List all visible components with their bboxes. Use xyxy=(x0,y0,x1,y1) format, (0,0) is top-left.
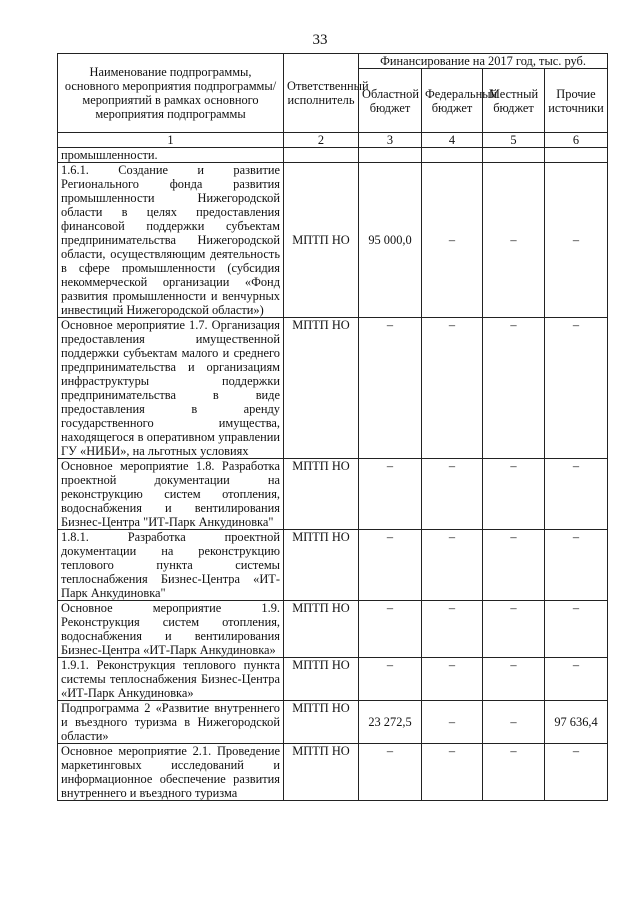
row-federal xyxy=(422,148,483,163)
row-responsible: МПТП НО xyxy=(284,744,359,801)
row-name: Основное мероприятие 1.7. Организация предоставления имущественной поддержки субъектам малого и среднего предпринимательства и организациям инфраструктуры поддержки предпринимательства в виде предоставления в аренду государственного имущества, находящегося в оперативном управлении ГУ «НИБИ», на льготных условиях xyxy=(58,318,284,459)
row-federal: – xyxy=(422,744,483,801)
row-federal: – xyxy=(422,601,483,658)
row-responsible: МПТП НО xyxy=(284,318,359,459)
row-name: 1.9.1. Реконструкция теплового пункта системы теплоснабжения Бизнес-Центра «ИТ-Парк Анкудиновка» xyxy=(58,658,284,701)
row-name: Основное мероприятие 1.9. Реконструкция систем отопления, водоснабжения и вентилирования Бизнес-Центра «ИТ-Парк Анкудиновка» xyxy=(58,601,284,658)
row-local xyxy=(483,148,545,163)
row-federal: – xyxy=(422,530,483,601)
row-regional: 95 000,0 xyxy=(359,163,422,318)
table-row xyxy=(58,530,608,601)
row-regional: 23 272,5 xyxy=(359,701,422,744)
row-name: 1.6.1. Создание и развитие Регионального фонда развития промышленности Нижегородской области в целях предоставления финансовой поддержки субъектам предпринимательства Нижегородской области, осуществляющим деятельность в сфере промышленности (субсидия некоммерческой организации «Фонд развития промышленности и венчурных инвестиций Нижегородской области») xyxy=(58,163,284,318)
row-federal: – xyxy=(422,658,483,701)
col-number: 1 xyxy=(58,133,284,148)
row-other: – xyxy=(545,744,608,801)
row-name: Основное мероприятие 2.1. Проведение маркетинговых исследований и информационное обеспечение развития внутреннего и въездного туризма xyxy=(58,744,284,801)
row-regional: – xyxy=(359,744,422,801)
col-number: 2 xyxy=(284,133,359,148)
row-other: – xyxy=(545,318,608,459)
row-responsible: МПТП НО xyxy=(284,459,359,530)
row-name: Основное мероприятие 1.8. Разработка проектной документации на реконструкцию систем отопления, водоснабжения и вентилирования Бизнес-Центра "ИТ-Парк Анкудиновка" xyxy=(58,459,284,530)
row-local: – xyxy=(483,318,545,459)
table-row xyxy=(58,701,608,744)
table-row xyxy=(58,601,608,658)
row-local: – xyxy=(483,658,545,701)
row-local: – xyxy=(483,163,545,318)
header-financing: Финансирование на 2017 год, тыс. руб. xyxy=(359,54,608,69)
row-other: – xyxy=(545,459,608,530)
column-numbers-row xyxy=(58,133,608,148)
row-other xyxy=(545,148,608,163)
header-name: Наименование подпрограммы, основного мероприятия подпрограммы/мероприятий в рамках основного мероприятия подпрограммы xyxy=(58,54,284,133)
row-local: – xyxy=(483,459,545,530)
table-row xyxy=(58,744,608,801)
col-number: 5 xyxy=(483,133,545,148)
row-local: – xyxy=(483,744,545,801)
header-local: Местный бюджет xyxy=(483,69,545,133)
row-federal: – xyxy=(422,318,483,459)
row-other: – xyxy=(545,658,608,701)
header-responsible: Ответственный исполнитель xyxy=(284,54,359,133)
row-responsible: МПТП НО xyxy=(284,658,359,701)
row-other: – xyxy=(545,163,608,318)
table-row xyxy=(58,163,608,318)
row-responsible xyxy=(284,148,359,163)
header-regional: Областной бюджет xyxy=(359,69,422,133)
row-responsible: МПТП НО xyxy=(284,601,359,658)
table-row xyxy=(58,658,608,701)
row-regional: – xyxy=(359,459,422,530)
row-responsible: МПТП НО xyxy=(284,701,359,744)
row-responsible: МПТП НО xyxy=(284,163,359,318)
row-regional: – xyxy=(359,601,422,658)
table-row xyxy=(58,459,608,530)
col-number: 3 xyxy=(359,133,422,148)
financing-table xyxy=(57,53,608,801)
header-federal: Федеральный бюджет xyxy=(422,69,483,133)
row-name: Подпрограмма 2 «Развитие внутреннего и въездного туризма в Нижегородской области» xyxy=(58,701,284,744)
row-regional: – xyxy=(359,530,422,601)
table-row xyxy=(58,148,608,163)
table-row xyxy=(58,318,608,459)
row-local: – xyxy=(483,701,545,744)
row-regional xyxy=(359,148,422,163)
row-name: промышленности. xyxy=(58,148,284,163)
row-other: – xyxy=(545,601,608,658)
row-regional: – xyxy=(359,318,422,459)
row-local: – xyxy=(483,530,545,601)
page-number: 33 xyxy=(312,32,328,48)
row-other: 97 636,4 xyxy=(545,701,608,744)
col-number: 4 xyxy=(422,133,483,148)
col-number: 6 xyxy=(545,133,608,148)
row-regional: – xyxy=(359,658,422,701)
row-name: 1.8.1. Разработка проектной документации на реконструкцию теплового пункта системы теплоснабжения Бизнес-Центра «ИТ-Парк Анкудиновка" xyxy=(58,530,284,601)
header-other: Прочие источники xyxy=(545,69,608,133)
row-local: – xyxy=(483,601,545,658)
row-federal: – xyxy=(422,459,483,530)
row-other: – xyxy=(545,530,608,601)
row-federal: – xyxy=(422,701,483,744)
row-federal: – xyxy=(422,163,483,318)
row-responsible: МПТП НО xyxy=(284,530,359,601)
